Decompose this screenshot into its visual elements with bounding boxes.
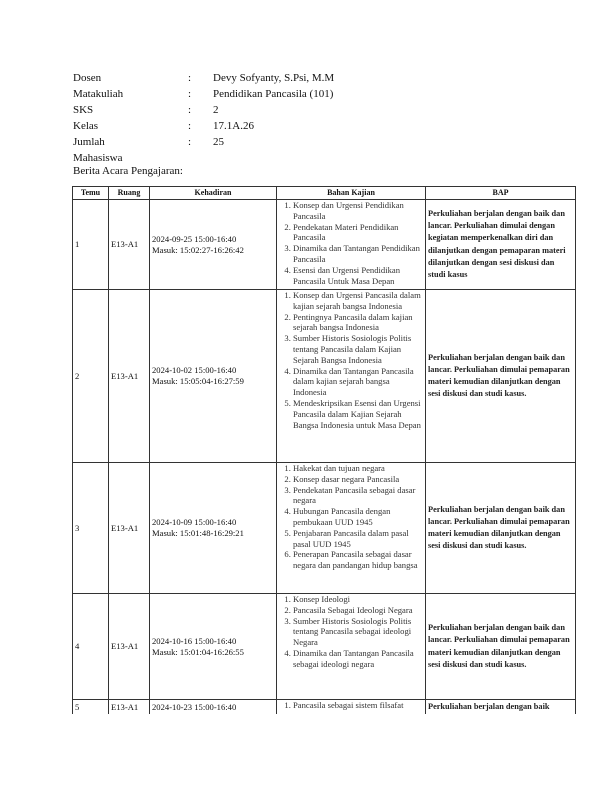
- info-value: 25: [213, 136, 224, 148]
- info-colon: :: [188, 120, 192, 132]
- info-value: Pendidikan Pancasila (101): [213, 88, 334, 100]
- cell-kehadiran: [150, 700, 277, 715]
- cell-temu: 3: [73, 463, 109, 594]
- bap-text: Perkuliahan berjalan dengan baik dan lancar. Perkuliahan dimulai pemaparan materi kemudian dilanjutkan dengan sesi diskusi dan studi kasus.: [428, 623, 570, 669]
- cell-bap: [426, 594, 576, 700]
- table-row: [73, 700, 576, 715]
- materi-list: [279, 290, 423, 430]
- list-item: 4. Hubungan Pancasila dengan pembukaan UUD 1945: [293, 506, 423, 528]
- list-item: 4. Dinamika dan Tantangan Pancasila dalam kajian sejarah bangsa Indonesia: [293, 366, 423, 398]
- cell-kehadiran: [150, 594, 277, 700]
- masuk-text: Masuk: 15:01:04-16:26:55: [152, 646, 244, 657]
- berita-acara-table: [72, 186, 576, 714]
- cell-ruang: E13-A1: [109, 290, 150, 463]
- cell-bap: [426, 463, 576, 594]
- list-item: 1. Konsep dan Urgensi Pendidikan Pancasila: [293, 200, 423, 222]
- table-row: [73, 200, 576, 290]
- cell-bap: [426, 700, 576, 715]
- list-item: 2. Pentingnya Pancasila dalam kajian sejarah bangsa Indonesia: [293, 312, 423, 334]
- header-kehadiran: Kehadiran: [150, 187, 277, 200]
- cell-temu: 1: [73, 200, 109, 290]
- masuk-text: Masuk: 15:05:04-16:27:59: [152, 376, 244, 386]
- info-value: 17.1A.26: [213, 120, 254, 132]
- jadwal-text: 2024-10-23 15:00-16:40: [152, 701, 237, 712]
- jadwal-text: 2024-10-09 15:00-16:40: [152, 517, 237, 528]
- info-label: Dosen: [73, 72, 102, 84]
- materi-list: [279, 594, 423, 670]
- table-row: [73, 463, 576, 594]
- cell-kehadiran: [150, 290, 277, 463]
- list-item: 3. Sumber Historis Sosiologis Politis tentang Pancasila dalam Kajian Sejarah Bangsa Indonesia: [293, 333, 423, 365]
- cell-bahan-kajian: [277, 463, 426, 594]
- cell-ruang: E13-A1: [109, 594, 150, 700]
- bap-text: Perkuliahan berjalan dengan baik: [428, 702, 550, 711]
- info-value: 2: [213, 104, 219, 116]
- list-item: 4. Esensi dan Urgensi Pendidikan Pancasila Untuk Masa Depan: [293, 265, 423, 287]
- cell-bap: [426, 200, 576, 290]
- cell-bahan-kajian: [277, 700, 426, 715]
- bap-text: Perkuliahan berjalan dengan baik dan lancar. Perkuliahan dimulai pemaparan materi kemudian dilanjutkan dengan sesi diskusi dan studi kasus.: [428, 504, 570, 551]
- header-ruang: Ruang: [109, 187, 150, 200]
- cell-kehadiran: [150, 200, 277, 290]
- info-label: Kelas: [73, 120, 99, 132]
- materi-list: [279, 463, 423, 571]
- header-bap: BAP: [426, 187, 576, 200]
- list-item: 3. Sumber Historis Sosiologis Politis tentang Pancasila sebagai ideologi Negara: [293, 616, 423, 648]
- cell-kehadiran: [150, 463, 277, 594]
- cell-temu: 2: [73, 290, 109, 463]
- cell-bap: [426, 290, 576, 463]
- jadwal-text: 2024-10-02 15:00-16:40: [152, 365, 237, 376]
- cell-bahan-kajian: [277, 594, 426, 700]
- jadwal-text: 2024-09-25 15:00-16:40: [152, 233, 237, 244]
- list-item: 2. Pendekatan Materi Pendidikan Pancasila: [293, 222, 423, 244]
- cell-ruang: E13-A1: [109, 200, 150, 290]
- info-label: SKS: [73, 104, 94, 116]
- cell-bahan-kajian: [277, 200, 426, 290]
- cell-temu: 5: [73, 700, 109, 715]
- info-colon: :: [188, 88, 192, 100]
- cell-ruang: E13-A1: [109, 463, 150, 594]
- materi-list: [279, 700, 423, 711]
- info-value: Devy Sofyanty, S.Psi, M.M: [213, 72, 335, 84]
- list-item: 5. Mendeskripsikan Esensi dan Urgensi Pancasila dalam Kajian Sejarah Bangsa Indonesia untuk Masa Depan: [293, 398, 423, 430]
- section-title: Berita Acara Pengajaran:: [73, 165, 183, 177]
- cell-temu: 4: [73, 594, 109, 700]
- list-item: 2. Konsep dasar negara Pancasila: [293, 474, 423, 485]
- info-label: Matakuliah: [73, 88, 124, 100]
- list-item: 2. Pancasila Sebagai Ideologi Negara: [293, 605, 423, 616]
- masuk-text: Masuk: 15:02:27-16:26:42: [152, 244, 244, 255]
- info-colon: :: [188, 136, 192, 148]
- info-colon: :: [188, 104, 192, 116]
- table-header-row: [73, 187, 576, 200]
- masuk-text: Masuk: 15:01:48-16:29:21: [152, 528, 244, 538]
- list-item: 3. Dinamika dan Tantangan Pendidikan Pancasila: [293, 243, 423, 265]
- cell-ruang: E13-A1: [109, 700, 150, 715]
- table-row: [73, 594, 576, 700]
- materi-list: [279, 200, 423, 286]
- list-item: 1. Konsep dan Urgensi Pancasila dalam kajian sejarah bangsa Indonesia: [293, 290, 423, 312]
- list-item: 1. Hakekat dan tujuan negara: [293, 463, 423, 474]
- bap-text: Perkuliahan berjalan dengan baik dan lancar. Perkuliahan dimulai pemaparan materi kemudian dilanjutkan dengan sesi diskusi dan studi kasus.: [428, 352, 570, 399]
- list-item: 6. Penerapan Pancasila sebagai dasar negara dan pandangan hidup bangsa: [293, 549, 423, 571]
- list-item: 1. Pancasila sebagai sistem filsafat: [293, 700, 423, 711]
- list-item: 1. Konsep Ideologi: [293, 594, 423, 605]
- table-row: [73, 290, 576, 463]
- list-item: 3. Pendekatan Pancasila sebagai dasar negara: [293, 485, 423, 507]
- jadwal-text: 2024-10-16 15:00-16:40: [152, 635, 237, 646]
- header-temu: Temu: [73, 187, 109, 200]
- cell-bahan-kajian: [277, 290, 426, 463]
- list-item: 5. Penjabaran Pancasila dalam pasal pasal UUD 1945: [293, 528, 423, 550]
- info-colon: :: [188, 72, 192, 84]
- header-bahan-kajian: Bahan Kajian: [277, 187, 426, 200]
- list-item: 4. Dinamika dan Tantangan Pancasila sebagai ideologi negara: [293, 648, 423, 670]
- info-label: Jumlah Mahasiswa: [73, 136, 123, 164]
- bap-text: Perkuliahan berjalan dengan baik dan lancar. Perkuliahan dimulai dengan kegiatan memperkenalkan diri dan dilanjutkan dengan pemaparan materi dilanjutkan dengan sesi diskusi dan studi kasus: [428, 208, 566, 279]
